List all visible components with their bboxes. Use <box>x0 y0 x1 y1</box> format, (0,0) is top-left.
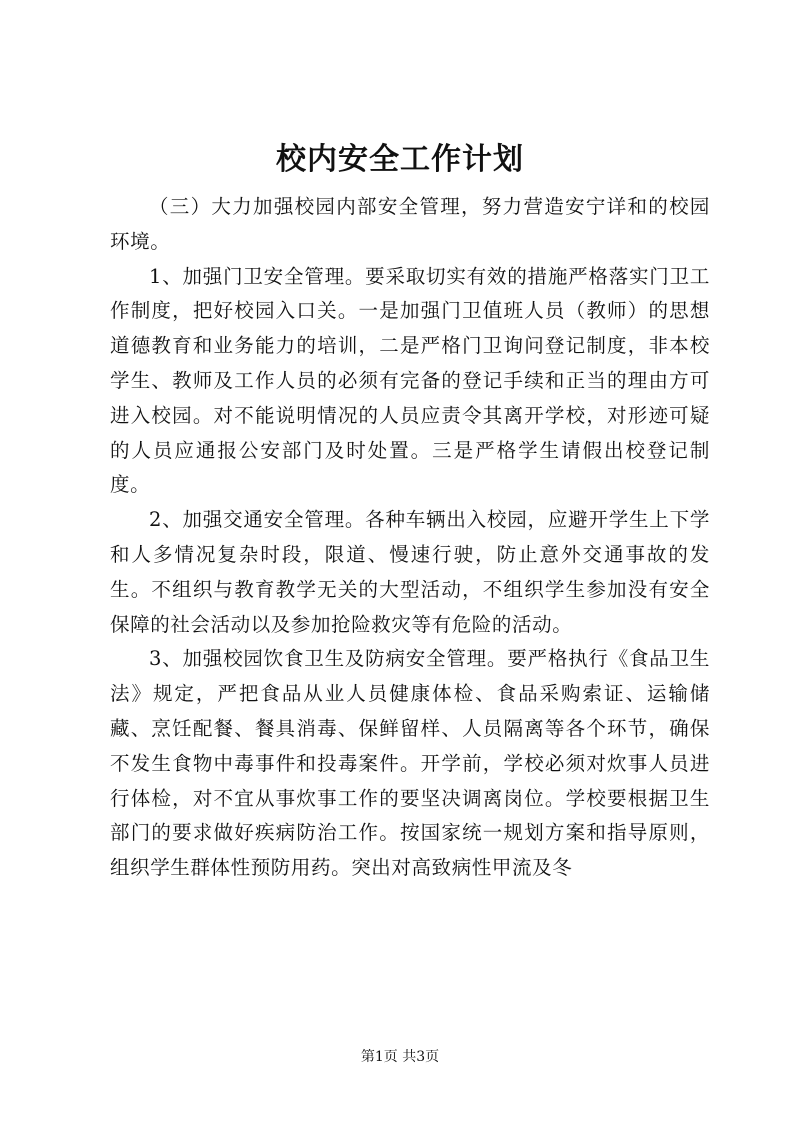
document-body <box>110 190 710 886</box>
paragraph-traffic-safety: 2、加强交通安全管理。各种车辆出入校园，应避开学生上下学和人多情况复杂时段，限道、慢速行驶，防止意外交通事故的发生。不组织与教育教学无关的大型活动，不组织学生参加没有安全保障的社会活动以及参加抢险救灾等有危险的活动。 <box>110 508 710 636</box>
paragraph-food-hygiene: 3、加强校园饮食卫生及防病安全管理。要严格执行《食品卫生法》规定，严把食品从业人员健康体检、食品采购索证、运输储藏、烹饪配餐、餐具消毒、保鲜留样、人员隔离等各个环节，确保不发生食物中毒事件和投毒案件。开学前，学校必须对炊事人员进行体检，对不宜从事炊事工作的要坚决调离岗位。学校要根据卫生部门的要求做好疾病防治工作。按国家统一规划方案和指导原则，组织学生群体性预防用药。突出对高致病性甲流及冬 <box>110 647 710 880</box>
document-title: 校内安全工作计划 <box>276 142 524 177</box>
paragraph-section-intro: （三）大力加强校园内部安全管理，努力营造安宁详和的校园环境。 <box>110 195 710 253</box>
page-number-footer: 第1页 共3页 <box>360 1049 440 1065</box>
paragraph-gate-security: 1、加强门卫安全管理。要采取切实有效的措施严格落实门卫工作制度，把好校园入口关。一是加强门卫值班人员（教师）的思想道德教育和业务能力的培训，二是严格门卫询问登记制度，非本校学生、教师及工作人员的必须有完备的登记手续和正当的理由方可进入校园。对不能说明情况的人员应责令其离开学校，对形迹可疑的人员应通报公安部门及时处置。三是严格学生请假出校登记制度。 <box>110 264 710 497</box>
